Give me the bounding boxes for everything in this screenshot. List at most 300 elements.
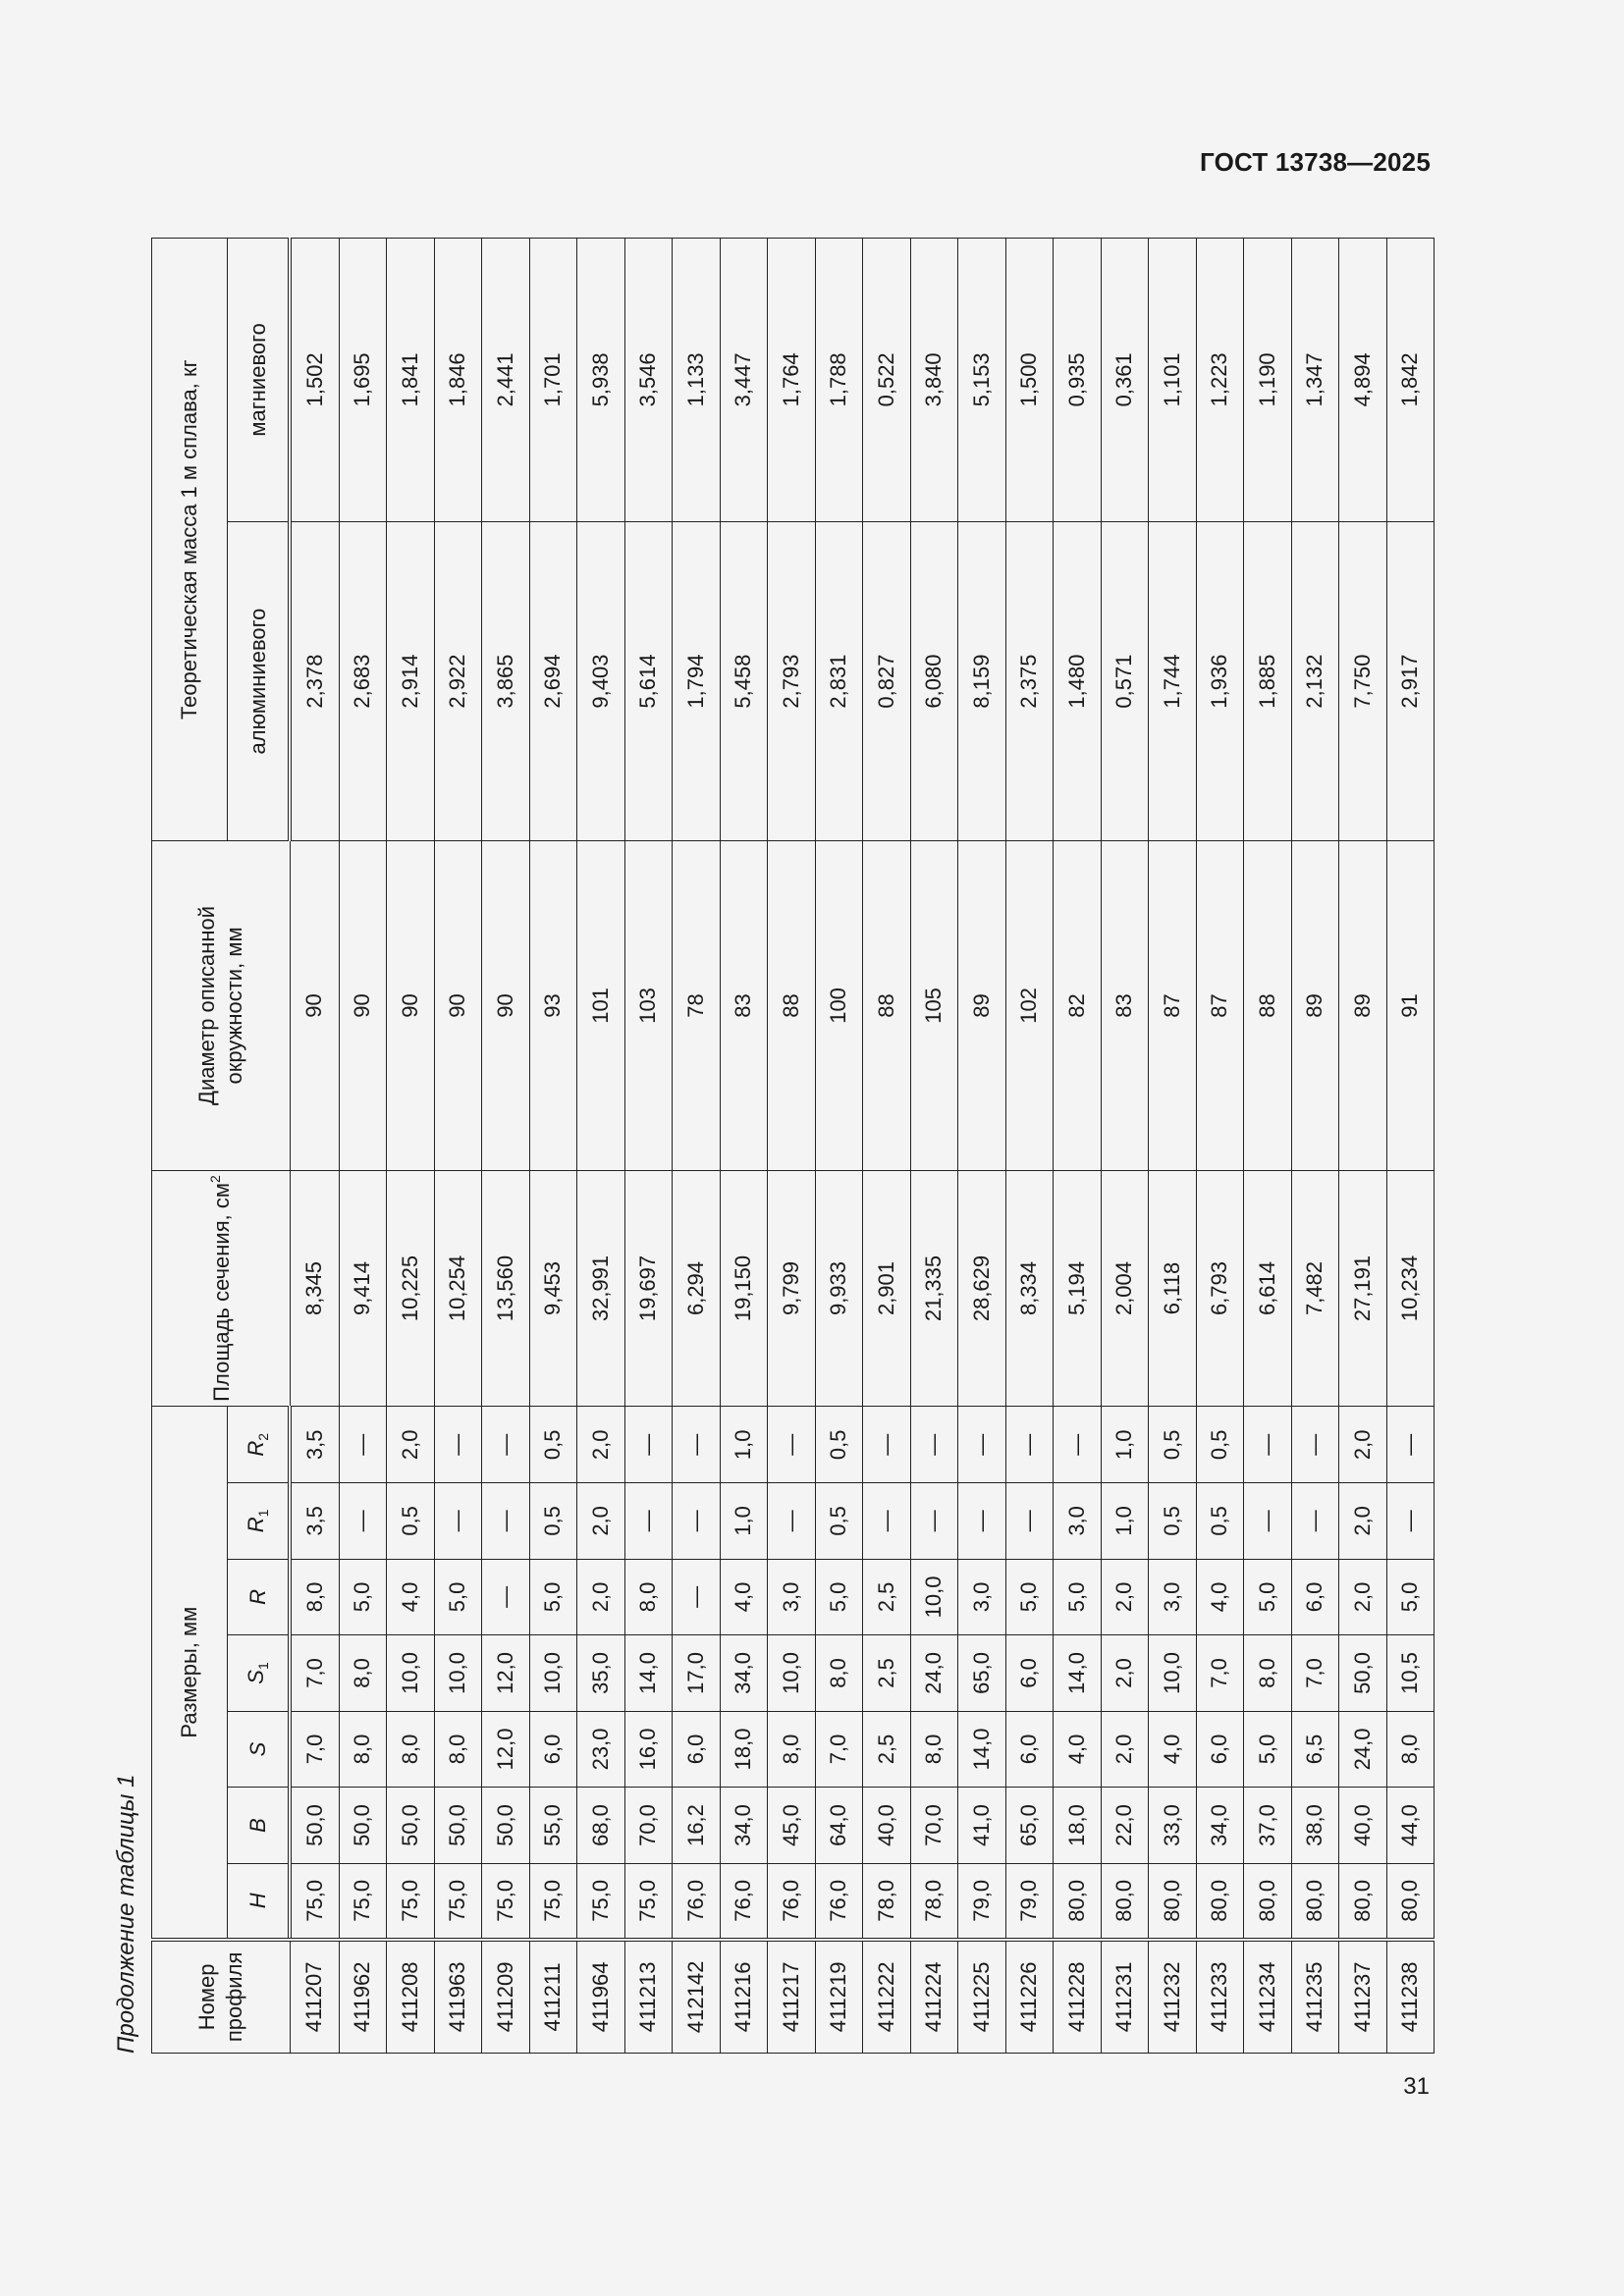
- cell-s: 7,0: [815, 1711, 863, 1788]
- cell-s: 8,0: [910, 1711, 958, 1788]
- table-row: [815, 239, 863, 2054]
- table-row: [1386, 239, 1435, 2054]
- cell-s: 8,0: [339, 1711, 387, 1788]
- cell-r1: —: [1291, 1483, 1339, 1560]
- cell-r2: 0,5: [1196, 1407, 1244, 1483]
- cell-diameter: 87: [1196, 841, 1244, 1170]
- cell-diameter: 89: [1339, 841, 1387, 1170]
- cell-b: 18,0: [1054, 1788, 1102, 1864]
- cell-profile-number: 411237: [1339, 1940, 1387, 2054]
- cell-mass-magnesium: 1,695: [339, 239, 387, 522]
- cell-b: 64,0: [815, 1788, 863, 1864]
- cell-h: 80,0: [1196, 1863, 1244, 1940]
- cell-area: 6,793: [1196, 1170, 1244, 1407]
- cell-r2: —: [1054, 1407, 1102, 1483]
- cell-mass-magnesium: 3,840: [910, 239, 958, 522]
- cell-mass-magnesium: 1,190: [1244, 239, 1292, 522]
- cell-s: 4,0: [1054, 1711, 1102, 1788]
- cell-mass-aluminum: 2,914: [387, 521, 435, 841]
- cell-r1: —: [768, 1483, 816, 1560]
- cell-area: 2,901: [863, 1170, 911, 1407]
- cell-b: 45,0: [768, 1788, 816, 1864]
- header-r2: [228, 1407, 291, 1483]
- cell-mass-aluminum: 2,694: [529, 521, 577, 841]
- cell-r1: 0,5: [1149, 1483, 1197, 1560]
- cell-s1: 8,0: [815, 1635, 863, 1712]
- cell-b: 55,0: [529, 1788, 577, 1864]
- cell-mass-magnesium: 5,153: [958, 239, 1006, 522]
- cell-r2: 1,0: [720, 1407, 768, 1483]
- cell-s1: 34,0: [720, 1635, 768, 1712]
- cell-r: 4,0: [387, 1559, 435, 1635]
- cell-s: 6,0: [1196, 1711, 1244, 1788]
- cell-s1: 10,0: [768, 1635, 816, 1712]
- cell-area: 19,150: [720, 1170, 768, 1407]
- cell-mass-magnesium: 2,441: [482, 239, 530, 522]
- cell-r: 5,0: [815, 1559, 863, 1635]
- cell-r2: —: [1244, 1407, 1292, 1483]
- cell-mass-aluminum: 2,683: [339, 521, 387, 841]
- cell-s: 5,0: [1244, 1711, 1292, 1788]
- cell-profile-number: 411234: [1244, 1940, 1292, 2054]
- cell-s1: 10,5: [1386, 1635, 1435, 1712]
- cell-h: 78,0: [863, 1863, 911, 1940]
- cell-b: 50,0: [387, 1788, 435, 1864]
- cell-diameter: 88: [768, 841, 816, 1170]
- table-row: [339, 239, 387, 2054]
- cell-h: 80,0: [1101, 1863, 1149, 1940]
- cell-r: 8,0: [290, 1559, 339, 1635]
- cell-mass-aluminum: 5,614: [624, 521, 673, 841]
- cell-r2: 2,0: [577, 1407, 625, 1483]
- cell-mass-aluminum: 2,378: [290, 521, 339, 841]
- cell-r: 4,0: [720, 1559, 768, 1635]
- cell-h: 79,0: [1005, 1863, 1054, 1940]
- cell-area: 19,697: [624, 1170, 673, 1407]
- table-row: [910, 239, 958, 2054]
- table-row: [720, 239, 768, 2054]
- cell-b: 50,0: [290, 1788, 339, 1864]
- cell-area: 28,629: [958, 1170, 1006, 1407]
- table-row: [958, 239, 1006, 2054]
- cell-h: 76,0: [720, 1863, 768, 1940]
- cell-mass-magnesium: 1,101: [1149, 239, 1197, 522]
- cell-r1: —: [910, 1483, 958, 1560]
- header-profile-number: Номер профиля: [152, 1940, 291, 2054]
- cell-b: 40,0: [863, 1788, 911, 1864]
- cell-s1: 50,0: [1339, 1635, 1387, 1712]
- cell-b: 16,2: [673, 1788, 721, 1864]
- cell-r: 2,5: [863, 1559, 911, 1635]
- cell-r1: —: [1244, 1483, 1292, 1560]
- cell-area: 6,614: [1244, 1170, 1292, 1407]
- cell-profile-number: 411209: [482, 1940, 530, 2054]
- table-caption: Продолжение таблицы 1: [113, 1774, 139, 2054]
- cell-profile-number: 411235: [1291, 1940, 1339, 2054]
- cell-h: 79,0: [958, 1863, 1006, 1940]
- table-row: [434, 239, 482, 2054]
- cell-r1: 0,5: [387, 1483, 435, 1560]
- cell-b: 33,0: [1149, 1788, 1197, 1864]
- cell-area: 8,334: [1005, 1170, 1054, 1407]
- cell-diameter: 88: [863, 841, 911, 1170]
- cell-b: 50,0: [482, 1788, 530, 1864]
- cell-r1: 0,5: [529, 1483, 577, 1560]
- cell-area: 32,991: [577, 1170, 625, 1407]
- cell-b: 50,0: [339, 1788, 387, 1864]
- header-b: B: [228, 1788, 291, 1864]
- cell-area: 9,453: [529, 1170, 577, 1407]
- table-row: [290, 239, 339, 2054]
- cell-s1: 10,0: [1149, 1635, 1197, 1712]
- table-row: [1291, 239, 1339, 2054]
- cell-s: 7,0: [290, 1711, 339, 1788]
- cell-mass-aluminum: 1,794: [673, 521, 721, 841]
- cell-s1: 14,0: [624, 1635, 673, 1712]
- cell-profile-number: 412142: [673, 1940, 721, 2054]
- cell-s1: 8,0: [1244, 1635, 1292, 1712]
- cell-mass-aluminum: 2,793: [768, 521, 816, 841]
- header-s1-base: S: [244, 1670, 269, 1684]
- cell-diameter: 91: [1386, 841, 1435, 1170]
- cell-r: 10,0: [910, 1559, 958, 1635]
- header-magnesium: магниевого: [228, 239, 291, 522]
- cell-r: 5,0: [1005, 1559, 1054, 1635]
- cell-area: 10,234: [1386, 1170, 1435, 1407]
- table-row: [1339, 239, 1387, 2054]
- cell-r1: 1,0: [1101, 1483, 1149, 1560]
- table-row: [1244, 239, 1292, 2054]
- table-row: [1054, 239, 1102, 2054]
- cell-area: 9,799: [768, 1170, 816, 1407]
- header-area-sup: 2: [206, 1175, 223, 1184]
- cell-s: 8,0: [768, 1711, 816, 1788]
- cell-mass-aluminum: 0,827: [863, 521, 911, 841]
- header-r2-base: R: [244, 1440, 269, 1457]
- cell-r: 2,0: [1101, 1559, 1149, 1635]
- page-number: 31: [1403, 2073, 1430, 2100]
- cell-mass-aluminum: 8,159: [958, 521, 1006, 841]
- table-row: [529, 239, 577, 2054]
- cell-h: 76,0: [768, 1863, 816, 1940]
- cell-mass-magnesium: 3,447: [720, 239, 768, 522]
- cell-r: 2,0: [577, 1559, 625, 1635]
- cell-r: 3,0: [958, 1559, 1006, 1635]
- cell-s: 6,0: [529, 1711, 577, 1788]
- cell-s1: 10,0: [529, 1635, 577, 1712]
- cell-mass-aluminum: 1,936: [1196, 521, 1244, 841]
- cell-r2: 2,0: [1339, 1407, 1387, 1483]
- document-header: ГОСТ 13738—2025: [1200, 147, 1431, 177]
- cell-r2: 0,5: [815, 1407, 863, 1483]
- cell-diameter: 90: [339, 841, 387, 1170]
- cell-s1: 12,0: [482, 1635, 530, 1712]
- table-row: [863, 239, 911, 2054]
- table-row: [1005, 239, 1054, 2054]
- cell-h: 75,0: [339, 1863, 387, 1940]
- cell-r2: —: [1386, 1407, 1435, 1483]
- cell-mass-magnesium: 1,502: [290, 239, 339, 522]
- cell-s: 2,0: [1101, 1711, 1149, 1788]
- cell-r1: 2,0: [577, 1483, 625, 1560]
- cell-s1: 65,0: [958, 1635, 1006, 1712]
- cell-mass-magnesium: 1,846: [434, 239, 482, 522]
- cell-diameter: 101: [577, 841, 625, 1170]
- cell-r1: —: [624, 1483, 673, 1560]
- cell-s: 8,0: [387, 1711, 435, 1788]
- table-row: [624, 239, 673, 2054]
- cell-profile-number: 411962: [339, 1940, 387, 2054]
- cell-diameter: 82: [1054, 841, 1102, 1170]
- cell-b: 40,0: [1339, 1788, 1387, 1864]
- cell-diameter: 103: [624, 841, 673, 1170]
- cell-profile-number: 411238: [1386, 1940, 1435, 2054]
- cell-r: 4,0: [1196, 1559, 1244, 1635]
- cell-r2: —: [482, 1407, 530, 1483]
- cell-area: 21,335: [910, 1170, 958, 1407]
- cell-mass-magnesium: 1,764: [768, 239, 816, 522]
- cell-h: 75,0: [290, 1863, 339, 1940]
- cell-s: 2,5: [863, 1711, 911, 1788]
- cell-s1: 7,0: [1291, 1635, 1339, 1712]
- cell-mass-magnesium: 0,522: [863, 239, 911, 522]
- cell-mass-magnesium: 5,938: [577, 239, 625, 522]
- cell-b: 65,0: [1005, 1788, 1054, 1864]
- cell-h: 76,0: [673, 1863, 721, 1940]
- cell-area: 9,933: [815, 1170, 863, 1407]
- cell-r1: 0,5: [815, 1483, 863, 1560]
- cell-h: 78,0: [910, 1863, 958, 1940]
- cell-r1: 3,0: [1054, 1483, 1102, 1560]
- cell-diameter: 102: [1005, 841, 1054, 1170]
- cell-r1: —: [339, 1483, 387, 1560]
- cell-profile-number: 411224: [910, 1940, 958, 2054]
- cell-profile-number: 411225: [958, 1940, 1006, 2054]
- cell-profile-number: 411963: [434, 1940, 482, 2054]
- cell-profile-number: 411222: [863, 1940, 911, 2054]
- cell-r: 2,0: [1339, 1559, 1387, 1635]
- table-body: [290, 239, 1435, 2054]
- cell-b: 50,0: [434, 1788, 482, 1864]
- cell-area: 13,560: [482, 1170, 530, 1407]
- cell-b: 44,0: [1386, 1788, 1435, 1864]
- header-s1: [228, 1635, 291, 1712]
- cell-profile-number: 411232: [1149, 1940, 1197, 2054]
- header-r1-sub: 1: [255, 1509, 272, 1518]
- cell-profile-number: 411231: [1101, 1940, 1149, 2054]
- cell-r1: 3,5: [290, 1483, 339, 1560]
- cell-diameter: 90: [434, 841, 482, 1170]
- cell-s1: 2,0: [1101, 1635, 1149, 1712]
- cell-profile-number: 411216: [720, 1940, 768, 2054]
- cell-s: 23,0: [577, 1711, 625, 1788]
- cell-mass-magnesium: 1,223: [1196, 239, 1244, 522]
- cell-area: 10,225: [387, 1170, 435, 1407]
- cell-r1: 2,0: [1339, 1483, 1387, 1560]
- cell-s1: 8,0: [339, 1635, 387, 1712]
- cell-profile-number: 411964: [577, 1940, 625, 2054]
- cell-h: 80,0: [1291, 1863, 1339, 1940]
- cell-mass-aluminum: 6,080: [910, 521, 958, 841]
- cell-area: 7,482: [1291, 1170, 1339, 1407]
- cell-s: 18,0: [720, 1711, 768, 1788]
- cell-r: 5,0: [1054, 1559, 1102, 1635]
- cell-diameter: 89: [1291, 841, 1339, 1170]
- cell-profile-number: 411228: [1054, 1940, 1102, 2054]
- cell-b: 34,0: [1196, 1788, 1244, 1864]
- cell-mass-aluminum: 1,480: [1054, 521, 1102, 841]
- cell-s1: 17,0: [673, 1635, 721, 1712]
- cell-r1: —: [958, 1483, 1006, 1560]
- cell-mass-magnesium: 1,788: [815, 239, 863, 522]
- rotated-table-area: [110, 238, 1435, 2054]
- cell-s1: 2,5: [863, 1635, 911, 1712]
- cell-mass-aluminum: 3,865: [482, 521, 530, 841]
- cell-r: 5,0: [1386, 1559, 1435, 1635]
- header-s: S: [228, 1711, 291, 1788]
- cell-diameter: 83: [720, 841, 768, 1170]
- cell-s: 16,0: [624, 1711, 673, 1788]
- cell-h: 75,0: [577, 1863, 625, 1940]
- table-row: [577, 239, 625, 2054]
- cell-mass-magnesium: 0,935: [1054, 239, 1102, 522]
- table-row: [768, 239, 816, 2054]
- header-dimensions: Размеры, мм: [152, 1407, 228, 1940]
- cell-s: 8,0: [434, 1711, 482, 1788]
- cell-b: 38,0: [1291, 1788, 1339, 1864]
- table-row: [387, 239, 435, 2054]
- cell-h: 80,0: [1149, 1863, 1197, 1940]
- cell-r: 6,0: [1291, 1559, 1339, 1635]
- cell-r: —: [482, 1559, 530, 1635]
- cell-h: 80,0: [1244, 1863, 1292, 1940]
- cell-s: 24,0: [1339, 1711, 1387, 1788]
- cell-diameter: 100: [815, 841, 863, 1170]
- cell-mass-magnesium: 4,894: [1339, 239, 1387, 522]
- cell-s: 6,0: [673, 1711, 721, 1788]
- cell-h: 75,0: [387, 1863, 435, 1940]
- cell-r2: 3,5: [290, 1407, 339, 1483]
- cell-s: 6,0: [1005, 1711, 1054, 1788]
- profiles-table: [151, 238, 1435, 2054]
- cell-mass-aluminum: 2,922: [434, 521, 482, 841]
- table-row: [673, 239, 721, 2054]
- cell-s1: 10,0: [434, 1635, 482, 1712]
- cell-area: 5,194: [1054, 1170, 1102, 1407]
- cell-b: 70,0: [910, 1788, 958, 1864]
- cell-r2: —: [1005, 1407, 1054, 1483]
- cell-s: 8,0: [1386, 1711, 1435, 1788]
- cell-r: 5,0: [339, 1559, 387, 1635]
- cell-r2: —: [624, 1407, 673, 1483]
- cell-mass-magnesium: 1,841: [387, 239, 435, 522]
- cell-area: 2,004: [1101, 1170, 1149, 1407]
- cell-r: 3,0: [1149, 1559, 1197, 1635]
- cell-profile-number: 411233: [1196, 1940, 1244, 2054]
- table-row: [1196, 239, 1244, 2054]
- cell-r1: —: [482, 1483, 530, 1560]
- cell-r2: —: [910, 1407, 958, 1483]
- header-r1-base: R: [244, 1517, 269, 1533]
- cell-r2: —: [339, 1407, 387, 1483]
- cell-mass-aluminum: 1,885: [1244, 521, 1292, 841]
- cell-r2: —: [863, 1407, 911, 1483]
- header-s1-sub: 1: [255, 1662, 272, 1670]
- cell-s1: 7,0: [1196, 1635, 1244, 1712]
- cell-h: 76,0: [815, 1863, 863, 1940]
- cell-s: 4,0: [1149, 1711, 1197, 1788]
- cell-mass-aluminum: 0,571: [1101, 521, 1149, 841]
- cell-s: 12,0: [482, 1711, 530, 1788]
- cell-mass-magnesium: 1,842: [1386, 239, 1435, 522]
- cell-profile-number: 411211: [529, 1940, 577, 2054]
- cell-area: 6,118: [1149, 1170, 1197, 1407]
- cell-r2: 0,5: [1149, 1407, 1197, 1483]
- cell-r1: —: [1386, 1483, 1435, 1560]
- cell-b: 68,0: [577, 1788, 625, 1864]
- cell-mass-magnesium: 1,133: [673, 239, 721, 522]
- header-r: R: [228, 1559, 291, 1635]
- cell-r: 3,0: [768, 1559, 816, 1635]
- cell-h: 80,0: [1339, 1863, 1387, 1940]
- cell-area: 10,254: [434, 1170, 482, 1407]
- table-header: [152, 239, 291, 2054]
- cell-s1: 6,0: [1005, 1635, 1054, 1712]
- cell-h: 75,0: [529, 1863, 577, 1940]
- cell-mass-aluminum: 7,750: [1339, 521, 1387, 841]
- cell-r2: 0,5: [529, 1407, 577, 1483]
- cell-s1: 24,0: [910, 1635, 958, 1712]
- cell-r: 5,0: [434, 1559, 482, 1635]
- cell-b: 70,0: [624, 1788, 673, 1864]
- header-area-text: Площадь сечения, см: [208, 1183, 234, 1402]
- cell-diameter: 90: [387, 841, 435, 1170]
- cell-s: 6,5: [1291, 1711, 1339, 1788]
- cell-mass-aluminum: 2,375: [1005, 521, 1054, 841]
- cell-r1: —: [673, 1483, 721, 1560]
- cell-h: 80,0: [1386, 1863, 1435, 1940]
- cell-profile-number: 411213: [624, 1940, 673, 2054]
- cell-mass-aluminum: 5,458: [720, 521, 768, 841]
- cell-diameter: 90: [290, 841, 339, 1170]
- cell-r1: —: [863, 1483, 911, 1560]
- cell-mass-aluminum: 2,132: [1291, 521, 1339, 841]
- cell-r: 5,0: [1244, 1559, 1292, 1635]
- cell-mass-magnesium: 3,546: [624, 239, 673, 522]
- cell-r2: 2,0: [387, 1407, 435, 1483]
- cell-b: 41,0: [958, 1788, 1006, 1864]
- cell-h: 75,0: [434, 1863, 482, 1940]
- cell-area: 27,191: [1339, 1170, 1387, 1407]
- cell-diameter: 87: [1149, 841, 1197, 1170]
- cell-area: 6,294: [673, 1170, 721, 1407]
- cell-r: —: [673, 1559, 721, 1635]
- cell-diameter: 83: [1101, 841, 1149, 1170]
- cell-diameter: 105: [910, 841, 958, 1170]
- table-row: [1101, 239, 1149, 2054]
- cell-r2: —: [1291, 1407, 1339, 1483]
- cell-r1: —: [1005, 1483, 1054, 1560]
- cell-h: 80,0: [1054, 1863, 1102, 1940]
- cell-profile-number: 411207: [290, 1940, 339, 2054]
- cell-mass-magnesium: 0,361: [1101, 239, 1149, 522]
- cell-r1: —: [434, 1483, 482, 1560]
- header-diameter: Диаметр описанной окружности, мм: [152, 841, 291, 1170]
- cell-profile-number: 411208: [387, 1940, 435, 2054]
- cell-b: 22,0: [1101, 1788, 1149, 1864]
- cell-profile-number: 411217: [768, 1940, 816, 2054]
- cell-r2: 1,0: [1101, 1407, 1149, 1483]
